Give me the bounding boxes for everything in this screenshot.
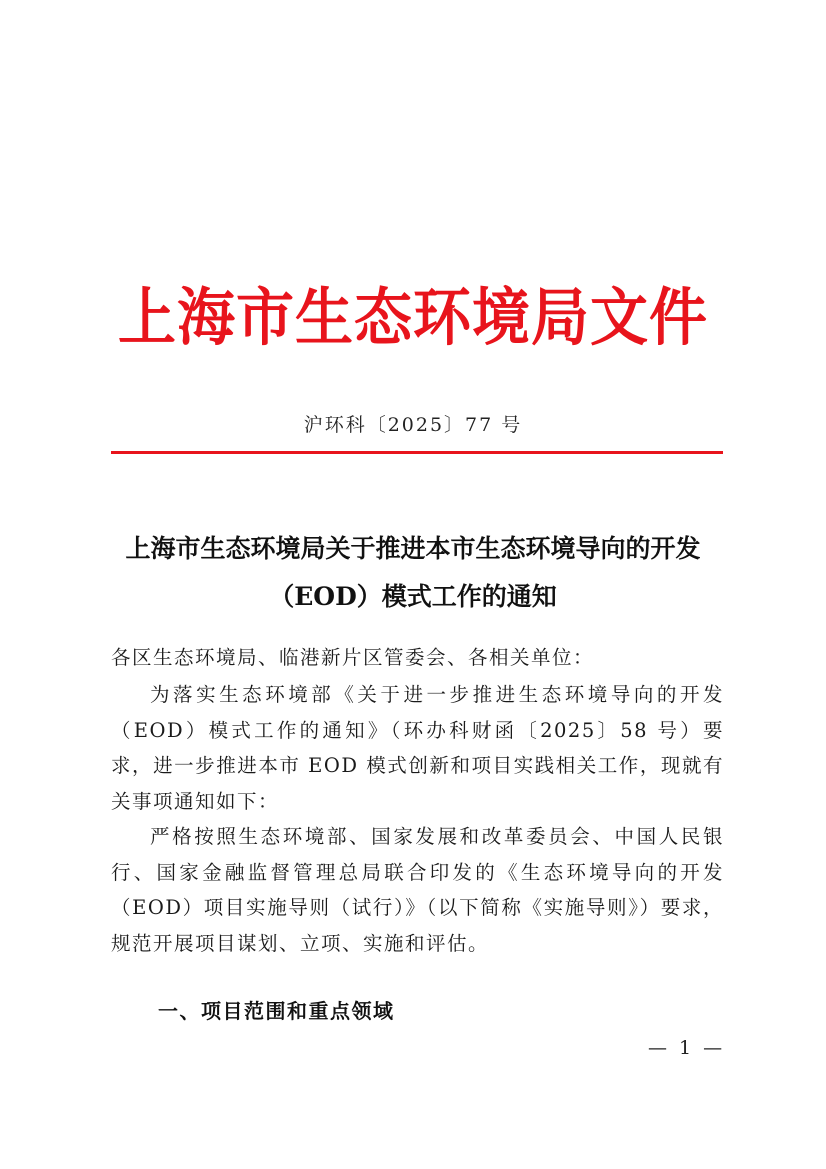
red-divider-line [111,451,723,454]
document-title [90,525,736,621]
body-paragraph-1: 为落实生态环境部《关于进一步推进生态环境导向的开发（EOD）模式工作的通知》（环办科财函〔2025〕58 号）要求，进一步推进本市 EOD 模式创新和项目实践相关工作，现就有关事项通知如下： [111,683,724,813]
document-title-line-2: （EOD）模式工作的通知 [269,582,557,611]
body-paragraph-2: 严格按照生态环境部、国家发展和改革委员会、中国人民银行、国家金融监督管理总局联合印发的《生态环境导向的开发（EOD）项目实施导则（试行）》（以下简称《实施导则》）要求，规范开展项目谋划、立项、实施和评估。 [111,825,724,955]
salutation: 各区生态环境局、临港新片区管委会、各相关单位： [111,646,595,669]
document-number: 沪环科〔2025〕77 号 [303,414,523,436]
page-number: — 1 — [648,1037,726,1059]
document-title-line-1: 上海市生态环境局关于推进本市生态环境导向的开发 [125,534,701,563]
section-heading: 一、项目范围和重点领域 [158,999,395,1023]
issuing-organization-header: 上海市生态环境局文件 [117,280,708,355]
